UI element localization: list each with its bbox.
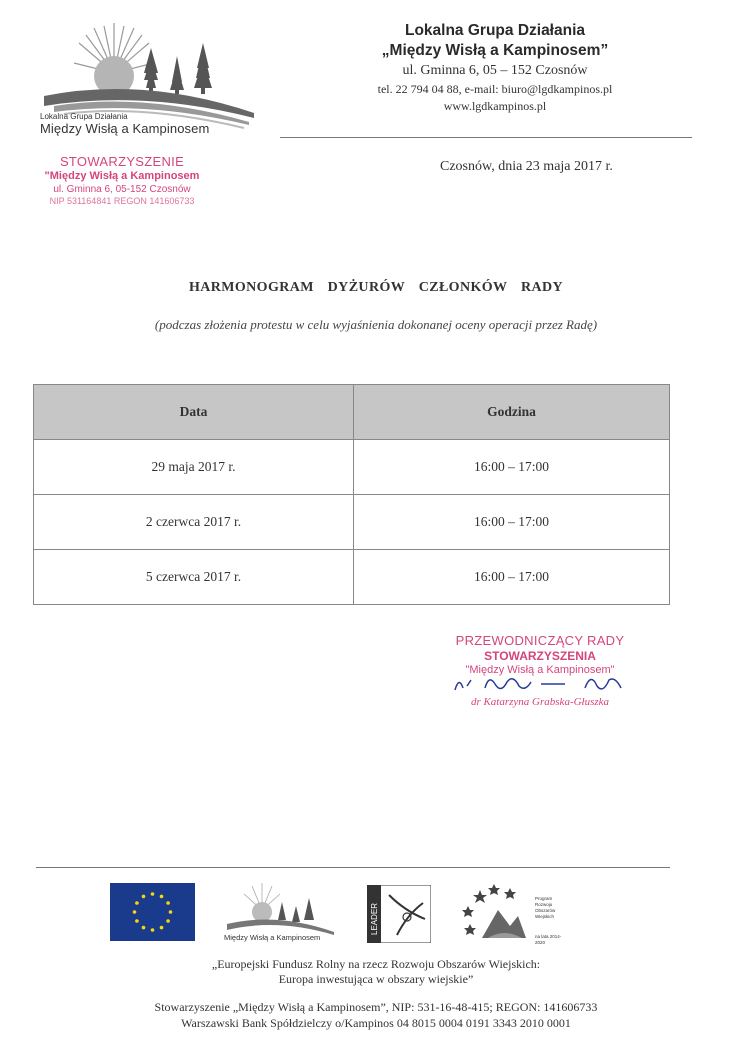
org-subname: „Między Wisłą a Kampinosem” (381, 42, 609, 59)
table-row (34, 550, 670, 605)
row-hour: 16:00 – 17:00 (354, 495, 670, 550)
eu-star-icon (133, 910, 137, 914)
eu-star-icon (135, 919, 139, 923)
fund-line2: Europa inwestująca w obszary wiejskie” (278, 972, 474, 986)
schedule-table (33, 384, 670, 605)
table-header-row (34, 385, 670, 440)
eu-star-icon (160, 926, 164, 930)
header-divider (280, 137, 692, 138)
chair-line3: "Między Wisłą a Kampinosem" (465, 664, 615, 676)
org-website: www.lgdkampinos.pl (443, 99, 547, 113)
org-contact: tel. 22 794 04 88, e-mail: biuro@lgdkampinos.pl (377, 82, 613, 96)
header-date: Data (34, 385, 354, 440)
trees-icon (144, 43, 212, 94)
leader-logo (367, 885, 431, 943)
eu-star-icon (151, 928, 155, 932)
leader-label: LEADER (370, 902, 379, 935)
handwritten-signature (445, 668, 635, 698)
eu-star-icon (142, 895, 146, 899)
stamp-line2: "Między Wisłą a Kampinosem (44, 170, 200, 182)
org-address: ul. Gminna 6, 05 – 152 Czosnów (402, 63, 588, 78)
fund-line1: „Europejski Fundusz Rolny na rzecz Rozwoju Obszarów Wiejskich: (211, 957, 541, 971)
row-hour: 16:00 – 17:00 (354, 440, 670, 495)
header-hour: Godzina (354, 385, 670, 440)
eu-star-icon (160, 895, 164, 899)
eu-star-icon (135, 901, 139, 905)
row-date: 2 czerwca 2017 r. (34, 495, 354, 550)
prow-caption: Program Rozwoju Obszarów Wiejskich na lata 2014-2020 (535, 896, 562, 945)
chair-name: dr Katarzyna Grabska-Głuszka (470, 696, 610, 708)
table-row (34, 440, 670, 495)
eu-star-icon (151, 892, 155, 896)
date-line: Czosnów, dnia 23 maja 2017 r. (440, 159, 613, 174)
logo-small-caption: Lokalna Grupa Działania (40, 112, 128, 121)
eu-flag-icon (110, 883, 195, 941)
logo-caption: Między Wisłą a Kampinosem (40, 121, 210, 136)
row-hour: 16:00 – 17:00 (354, 550, 670, 605)
footer-divider (36, 867, 670, 868)
eu-star-icon (142, 926, 146, 930)
org-name: Lokalna Grupa Działania (404, 22, 586, 39)
row-date: 5 czerwca 2017 r. (34, 550, 354, 605)
chair-line1: PRZEWODNICZĄCY RADY (455, 633, 625, 648)
eu-star-icon (169, 910, 173, 914)
fund-statement (0, 957, 752, 987)
association-stamp (32, 154, 212, 206)
assoc-line: Stowarzyszenie „Między Wisłą a Kampinosem”, NIP: 531-16-48-415; REGON: 141606733 (154, 1000, 598, 1014)
eu-star-icon (166, 901, 170, 905)
row-date: 29 maja 2017 r. (34, 440, 354, 495)
document-title: HARMONOGRAM DYŻURÓW CZŁONKÓW RADY (188, 280, 564, 295)
bank-line: Warszawski Bank Spółdzielczy o/Kampinos 04 8015 0004 0191 3343 2010 0001 (181, 1016, 571, 1030)
eu-star-icon (166, 919, 170, 923)
chair-line2: STOWARZYSZENIA (484, 649, 596, 663)
document-subtitle: (podczas złożenia protestu w celu wyjaśnienia dokonanej oceny operacji przez Radę) (154, 317, 598, 332)
stamp-line4: NIP 531164841 REGON 141606733 (49, 196, 195, 206)
footer-contact (0, 999, 752, 1031)
org-header (275, 22, 715, 114)
table-row (34, 495, 670, 550)
stamp-line1: STOWARZYSZENIE (59, 154, 185, 169)
stamp-line3: ul. Gminna 6, 05-152 Czosnów (53, 184, 191, 195)
lgd-small-caption: Między Wisłą a Kampinosem (224, 933, 321, 942)
